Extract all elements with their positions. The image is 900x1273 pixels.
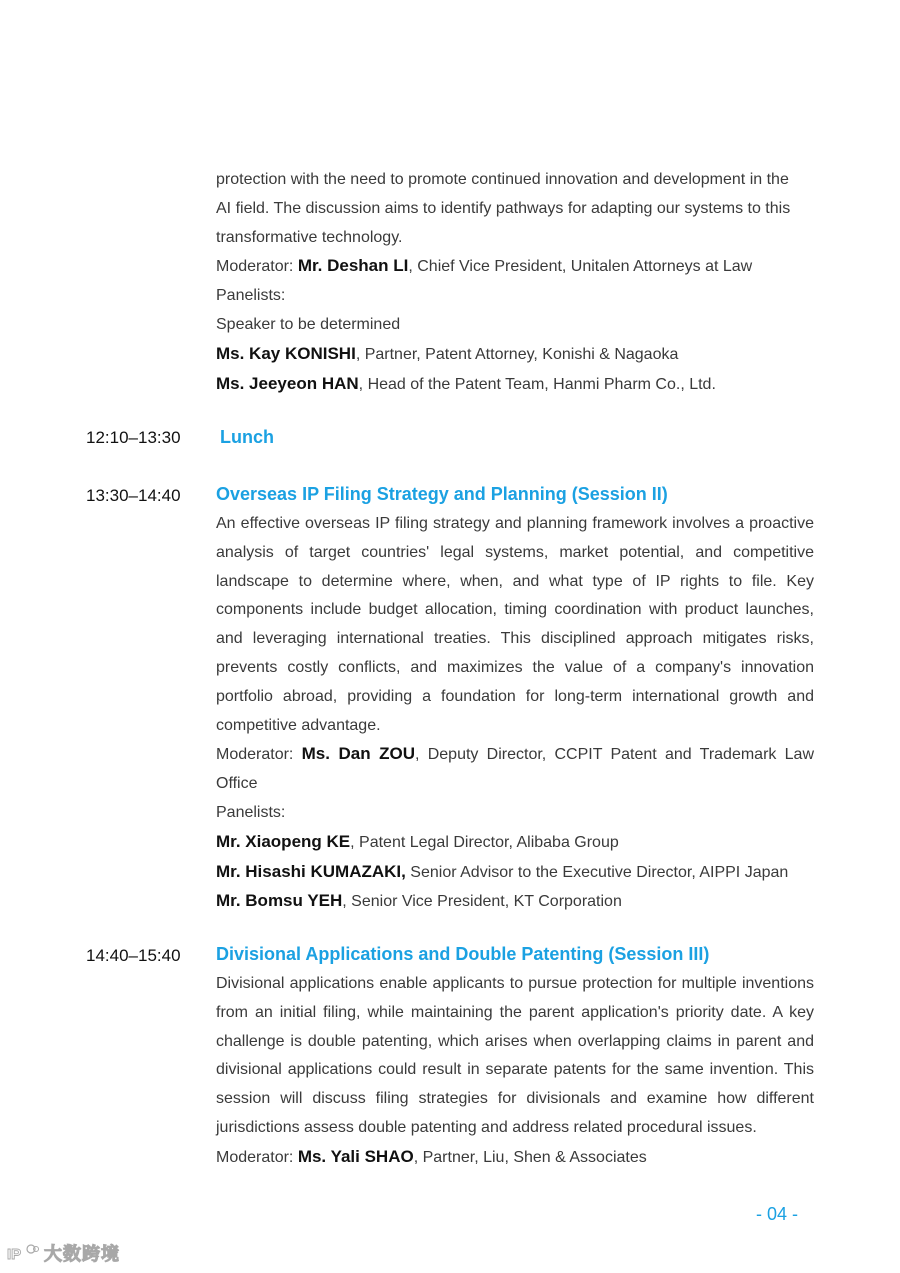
panelist-role: , Partner, Patent Attorney, Konishi & Nagaoka [355, 345, 679, 363]
panelists-label: Panelists: [216, 803, 286, 821]
session3-block [216, 970, 814, 1173]
lunch-title: Lunch [220, 427, 274, 447]
panelist-name: Ms. Jeeyeon HAN [216, 373, 359, 393]
panelist-name: Ms. Kay KONISHI [216, 343, 356, 363]
moderator-label: Moderator: [216, 258, 298, 276]
speaker-tbd: Speaker to be determined [216, 315, 401, 333]
panelist-name: Mr. Xiaopeng KE [216, 831, 351, 851]
moderator-name: Ms. Dan ZOU [301, 744, 416, 764]
session2-description: An effective overseas IP filing strategy and planning framework involves a proactive analysis of target countries' legal systems, market potential, and competitive landscape to determine where, when, and what type of IP rights to file. Key components include budget allocation, timing coordination with product launches, and leveraging international treaties. This disciplined approach mitigates risks, prevents costly conflicts, and maximizes the value of a company's innovation portfolio abroad, providing a foundation for long-term international growth and competitive advantage. [216, 515, 814, 734]
watermark-text: 大数跨境 [44, 1244, 120, 1264]
intro-description-line-2: AI field. The discussion aims to identify pathways for adapting our systems to this [216, 199, 791, 217]
moderator-label: Moderator: [216, 1148, 298, 1166]
panelist-role: , Head of the Patent Team, Hanmi Pharm Co., Ltd. [358, 375, 716, 393]
moderator-label: Moderator: [216, 746, 302, 764]
moderator-role: , Chief Vice President, Unitalen Attorneys at Law [408, 258, 753, 276]
session2-moderator [216, 740, 814, 799]
panelist-role: , Senior Vice President, KT Corporation [342, 893, 622, 911]
panelist-entry [216, 858, 814, 888]
panelist-role: , Patent Legal Director, Alibaba Group [350, 833, 619, 851]
intro-session-block [216, 166, 814, 399]
session3-description: Divisional applications enable applicants to pursue protection for multiple inventions from an initial filing, while maintaining the parent application's priority date. A key challenge is double patenting, which arises when overlapping claims in parent and divisional applications could result in separate patents for the same invention. This session will discuss filing strategies for divisionals and examine how different jurisdictions assess double patenting and address related procedural issues. [216, 975, 814, 1136]
moderator-name: Ms. Yali SHAO [297, 1146, 414, 1166]
panelist-name: Mr. Bomsu YEH [216, 891, 343, 911]
session2-time: 13:30–14:40 [86, 486, 181, 505]
panelist-entry [216, 370, 814, 400]
session2-title: Overseas IP Filing Strategy and Planning (Session II) [216, 484, 668, 504]
intro-description-line-3: transformative technology. [216, 228, 403, 246]
page-number: - 04 - [756, 1204, 799, 1224]
session3-time: 14:40–15:40 [86, 946, 181, 965]
panelist-name: Mr. Hisashi KUMAZAKI, [216, 861, 406, 881]
lunch-time: 12:10–13:30 [86, 428, 181, 447]
session2-block [216, 510, 814, 917]
svg-text:IP: IP [7, 1246, 22, 1263]
moderator-name: Mr. Deshan LI [297, 256, 409, 276]
panelist-entry [216, 887, 814, 917]
watermark [6, 1240, 120, 1266]
intro-moderator [216, 252, 814, 282]
panelist-entry [216, 828, 814, 858]
moderator-role: , Partner, Liu, Shen & Associates [413, 1148, 647, 1166]
session3-title: Divisional Applications and Double Patenting (Session III) [216, 944, 710, 964]
panelist-role: Senior Advisor to the Executive Director, AIPPI Japan [405, 863, 789, 881]
ip-logo-icon [6, 1241, 40, 1265]
intro-description-line-1: protection with the need to promote continued innovation and development in the [216, 171, 789, 188]
moderator-role: , Deputy Director, CCPIT Patent and Trademark Law Office [216, 746, 814, 793]
panelist-entry [216, 340, 814, 370]
session3-moderator [216, 1143, 814, 1173]
panelists-label: Panelists: [216, 287, 286, 305]
